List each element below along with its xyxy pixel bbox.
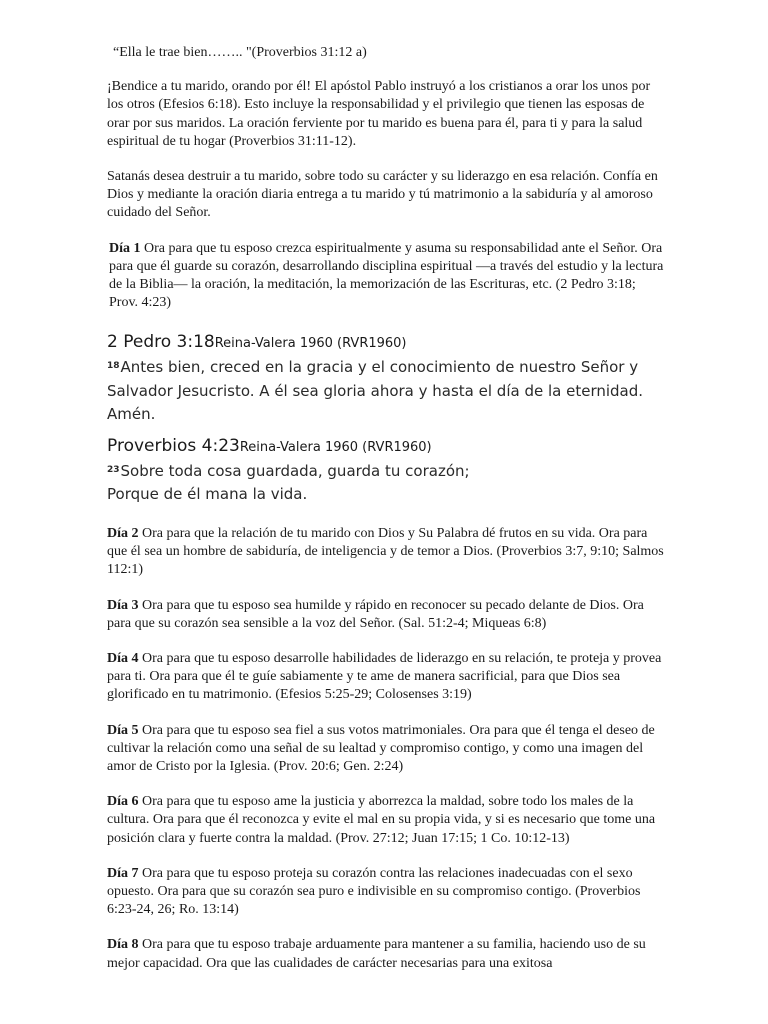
day-8-entry <box>107 936 668 972</box>
opening-quote-text: “Ella le trae bien…….. "(Proverbios 31:12 a) <box>113 45 367 60</box>
day-text: Ora para que tu esposo proteja su corazón contra las relaciones inadecuadas con el sexo opuesto. Ora para que su corazón sea puro e indivisible en su compromiso contigo. (Proverbios 6:23-24, 26; Ro. 13:14) <box>107 865 641 918</box>
opening-quote <box>107 44 668 62</box>
day-3-entry <box>107 597 668 633</box>
verse-proverbios <box>107 435 668 507</box>
day-text: Ora para que tu esposo desarrolle habilidades de liderazgo en su relación, te proteja y provea para ti. Ora para que él te guíe sabiamente y te ame de manera sacrificial, para que Dios sea glorificado en tu matrimonio. (Efesios 5:25-29; Colosenses 3:19) <box>107 650 662 703</box>
verse-number: 18 <box>107 361 120 372</box>
verse-line: Sobre toda cosa guardada, guarda tu corazón; <box>120 461 470 480</box>
verse-version: Reina-Valera 1960 (RVR1960) <box>239 439 432 455</box>
day-text: Ora para que tu esposo trabaje arduamente para mantener a su familia, haciendo uso de su mejor capacidad. Ora que las cualidades de carácter necesarias para una exitosa <box>107 937 646 971</box>
verse-text <box>107 355 668 427</box>
verse-line: Antes bien, creced en la gracia y el conocimiento de nuestro Señor y Salvador Jesucristo. A él sea gloria ahora y hasta el día de la eternidad. Amén. <box>107 358 644 424</box>
day-4-entry <box>107 650 668 705</box>
verse-line-1 <box>107 459 668 484</box>
intro-paragraph-2: Satanás desea destruir a tu marido, sobre todo su carácter y su liderazgo en esa relación. Confía en Dios y mediante la oración diaria entrega a tu marido y tú matrimonio a la sabiduría y al amoroso cuidado del Señor. <box>107 169 658 221</box>
day-label: Día 3 <box>107 597 139 613</box>
day-label: Día 2 <box>107 525 139 541</box>
intro-paragraph-1: ¡Bendice a tu marido, orando por él! El apóstol Pablo instruyó a los cristianos a orar los unos por los otros (Efesios 6:18). Esto incluye la responsabilidad y el privilegio que tienen las esposas de orar por sus maridos. La oración ferviente por tu marido es buena para él, para ti y para la salud espiritual de tu hogar (Proverbios 31:11-12). <box>107 79 651 149</box>
day-text: Ora para que tu esposo sea humilde y rápido en reconocer su pecado delante de Dios. Ora para que su corazón sea sensible a la voz del Señor. (Sal. 51:2-4; Miqueas 6:8) <box>107 597 644 631</box>
verse-number: 23 <box>107 464 120 475</box>
verse-line-2: Porque de él mana la vida. <box>107 485 308 504</box>
day-5-entry <box>107 722 668 777</box>
day-7-entry <box>107 865 668 920</box>
day-text: Ora para que tu esposo ame la justicia y aborrezca la maldad, sobre todo los males de la cultura. Ora para que él reconozca y evite el mal en su propia vida, y si es necesario que tome una posición clara y fuerte contra la maldad. (Prov. 27:12; Juan 17:15; 1 Co. 10:12-13) <box>107 794 656 846</box>
day-label: Día 6 <box>107 794 139 810</box>
verse-heading <box>107 331 668 355</box>
day-label: Día 8 <box>107 937 139 953</box>
day-text: Ora para que la relación de tu marido con Dios y Su Palabra dé frutos en su vida. Ora para que él sea un hombre de sabiduría, de inteligencia y de temor a Dios. (Proverbios 3:7, 9:10; Salmos 112:1) <box>107 525 664 578</box>
day-list <box>107 525 668 973</box>
day-label: Día 7 <box>107 865 139 881</box>
day-label: Día 5 <box>107 722 139 738</box>
verse-version: Reina-Valera 1960 (RVR1960) <box>214 336 407 352</box>
verse-reference: 2 Pedro 3:18 <box>107 332 215 353</box>
day-6-entry <box>107 793 668 848</box>
day-1-entry <box>107 240 668 313</box>
day-1-text: Ora para que tu esposo crezca espiritualmente y asuma su responsabilidad ante el Señor. Ora para que él guarde su corazón, desarrollando disciplina espiritual —a través del estudio y la lectura de la Biblia— la oración, la meditación, la memorización de las Escrituras, etc. (2 Pedro 3:18; Prov. 4:23) <box>109 240 664 311</box>
day-text: Ora para que tu esposo sea fiel a sus votos matrimoniales. Ora para que él tenga el deseo de cultivar la relación como una señal de su lealtad y compromiso contigo, y como una imagen del amor de Cristo por la Iglesia. (Prov. 20:6; Gen. 2:24) <box>107 722 655 774</box>
verse-reference: Proverbios 4:23 <box>107 435 240 456</box>
verse-2-pedro <box>107 331 668 427</box>
day-1-label: Día 1 <box>109 240 141 256</box>
verse-text <box>107 459 668 507</box>
day-label: Día 4 <box>107 650 139 666</box>
verse-heading <box>107 435 668 459</box>
day-2-entry <box>107 525 668 580</box>
